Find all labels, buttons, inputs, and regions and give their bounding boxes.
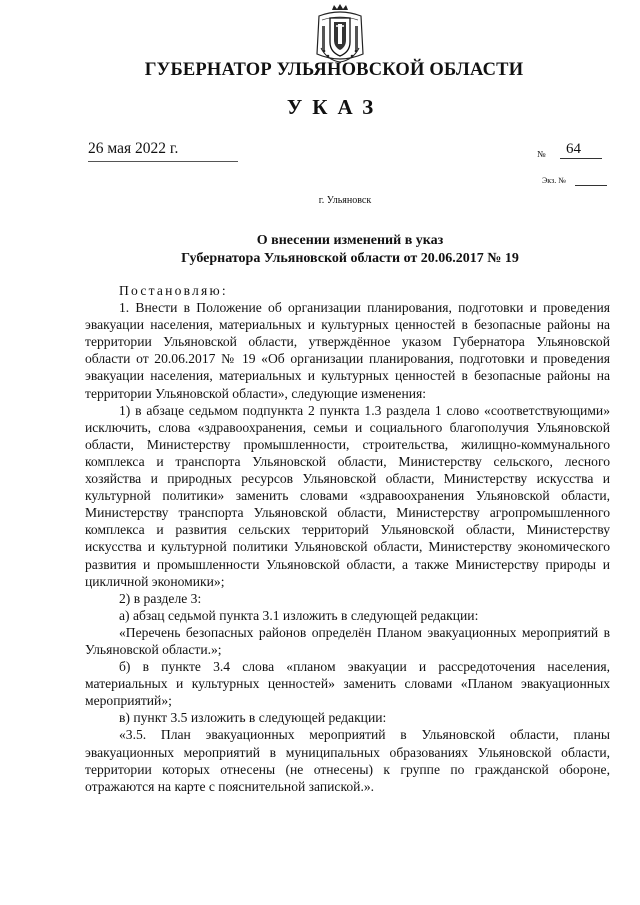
document-type: УКАЗ: [286, 95, 384, 119]
number-label: №: [537, 149, 546, 159]
decree-date: 26 мая 2022 г.: [88, 140, 179, 157]
paragraph: «3.5. План эвакуационных мероприятий в Ульяновской области, планы эвакуационных мероприятий в муниципальных образованиях Ульяновской области, территории которых отнесены (не отнесены) к группе по гражданской обороне, отражаются на карте с пояснительной запиской.».: [85, 727, 610, 794]
coat-of-arms-icon: [313, 4, 367, 66]
paragraph: в) пункт 3.5 изложить в следующей редакции:: [119, 710, 387, 726]
issuing-authority: ГУБЕРНАТОР УЛЬЯНОВСКОЙ ОБЛАСТИ: [144, 60, 524, 80]
document-title: [60, 232, 640, 268]
document-body: [85, 282, 610, 795]
paragraph: 2) в разделе 3:: [119, 590, 202, 606]
copy-number-line: [575, 185, 607, 186]
issue-city: г. Ульяновск: [318, 195, 372, 206]
title-line-2: Губернатора Ульяновской области от 20.06.2017 № 19: [181, 251, 519, 266]
paragraph: «Перечень безопасных районов определён Планом эвакуационных мероприятий в Ульяновской области.»;: [85, 624, 610, 657]
title-line-1: О внесении изменений в указ: [256, 233, 444, 248]
paragraph: а) абзац седьмой пункта 3.1 изложить в следующей редакции:: [119, 607, 479, 623]
date-underline: [88, 161, 238, 162]
paragraph: б) в пункте 3.4 слова «планом эвакуации и рассредоточения населения, материальных и культурных ценностей» заменить словами «Планом эвакуационных мероприятий»;: [85, 659, 610, 709]
paragraph: 1. Внести в Положение об организации планирования, подготовки и проведения эвакуации населения, материальных и культурных ценностей в безопасные районы на территории Ульяновской области, утверждённое указом Губернатора Ульяновской области от 20.06.2017 № 19 «Об организации планирования, подготовки и проведения эвакуации населения, материальных и культурных ценностей в безопасные районы на территории Ульяновской области», следующие изменения:: [85, 300, 610, 401]
paragraph: 1) в абзаце седьмом подпункта 2 пункта 1.3 раздела 1 слово «соответствующими» исключить, слова «здравоохранения, семьи и социального благополучия Ульяновской области, Министерству промышленности, строительства, жилищно-коммунального комплекса и транспорта Ульяновской области, Министерству сельского, лесного хозяйства и природных ресурсов Ульяновской области, Министерству искусства и культурной политики» заменить словами «здравоохранения Ульяновской области, Министерству транспорта Ульяновской области, Министерству агропромышленного комплекса и развития сельских территорий Ульяновской области, Министерству искусства и культурной политики Ульяновской области, Министерству экономического развития и промышленности Ульяновской области, а также Министерству природы и цикличной экономики»;: [85, 402, 610, 589]
decree-word: Постановляю:: [119, 283, 228, 298]
decree-number: 64: [560, 141, 602, 159]
copy-number-label: Экз. №: [542, 176, 566, 185]
